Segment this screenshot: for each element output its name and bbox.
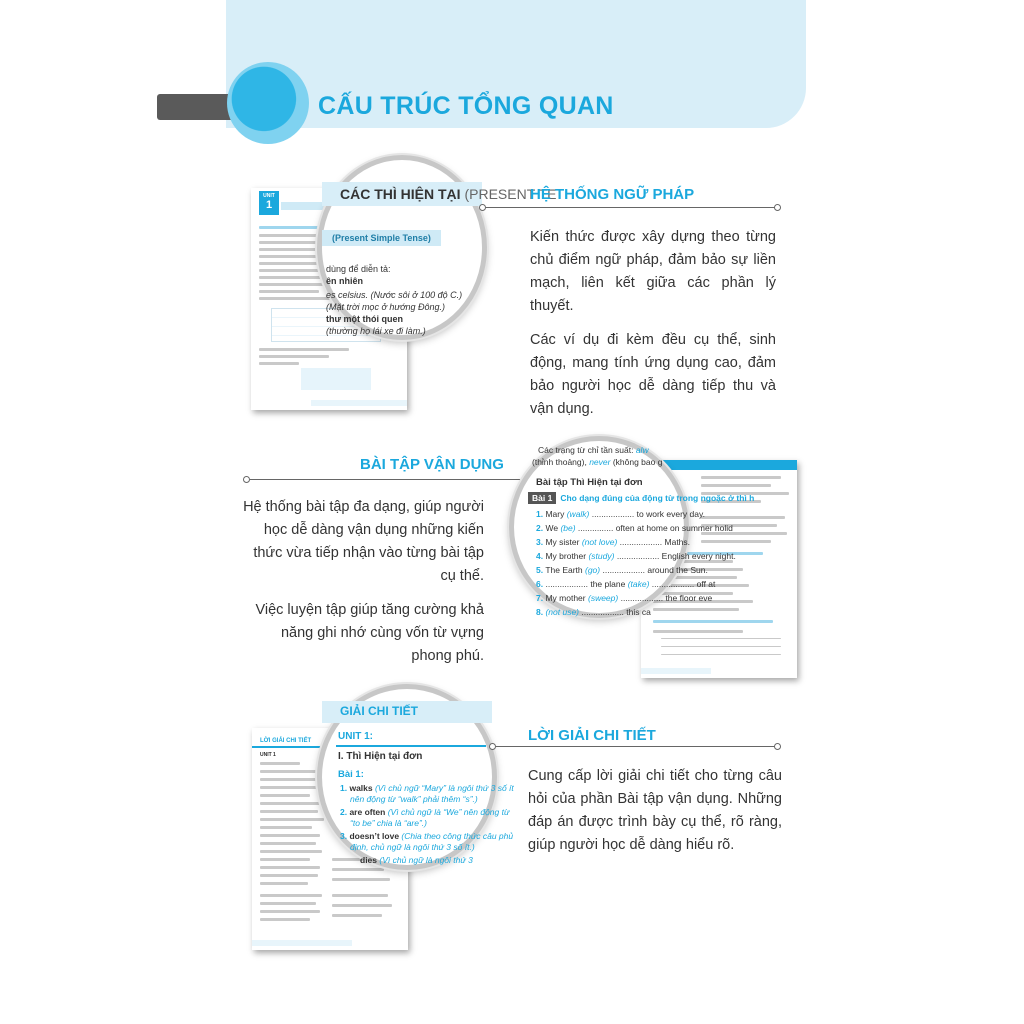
connector-dot [479, 204, 486, 211]
connector-dot [243, 476, 250, 483]
answer-item: 1. walks (Vì chủ ngữ “Mary” là ngôi thứ 3 số ít [340, 783, 514, 793]
answer-item: dies (Vì chủ ngữ là ngôi thứ 3 [360, 855, 473, 865]
section-title-exercises: BÀI TẬP VẬN DỤNG [360, 456, 504, 473]
list-item: 1. Mary (walk) .................. to work every day. [536, 509, 705, 519]
connector-dot [774, 204, 781, 211]
formula-box [301, 368, 371, 390]
list-item: 3. My sister (not love) .................. Maths. [536, 537, 691, 547]
list-item: 6. .................. the plane (take) .................. off at [536, 579, 716, 589]
section-title-answers: LỜI GIẢI CHI TIẾT [528, 727, 656, 744]
connector-line [250, 479, 520, 480]
list-item: 5. The Earth (go) .................. around the Sun. [536, 565, 708, 575]
page-title: CẤU TRÚC TỔNG QUAN [318, 92, 614, 120]
unit-badge: UNIT 1 [259, 191, 279, 215]
page-footer-band [252, 940, 352, 946]
connector-dot [774, 743, 781, 750]
lens-unit-rule [336, 745, 486, 747]
list-item: 4. My brother (study) .................. English every night. [536, 551, 736, 561]
page-header-band [252, 746, 332, 748]
lens-exercise-heading: Bài tập Thì Hiện tại đơn [536, 477, 643, 488]
connector-dot [489, 743, 496, 750]
exercise-badge: Bài 1 [528, 492, 556, 504]
answer-item: 3. doesn’t love (Chia theo công thức câu phủ [340, 831, 514, 841]
lens-tag: (Present Simple Tense) [322, 230, 441, 246]
section-text-answers: Cung cấp lời giải chi tiết cho từng câu hỏi của phần Bài tập vận dụng. Những đáp án được trình bày cụ thể, rõ ràng, giúp người học dễ dàng hiểu rõ. [528, 768, 782, 853]
section-text-grammar: Kiến thức được xây dựng theo từng chủ điểm ngữ pháp, đảm bảo sự liền mạch, liên kết giữa các phần lý thuyết. Các ví dụ đi kèm đều cụ thể, sinh động, mang tính ứng dụng cao, đảm bảo người học dễ dàng tiếp thu và vận dụng. [530, 229, 776, 417]
grammar-magnifier-lens: CÁC THÌ HIỆN TẠI (PRESENT TE (Present Simple Tense) dùng để diễn tả: ên nhiên es celsius. (Nước sôi ở 100 độ C.) (Mặt trời mọc ở hướng Đông.) thư một thói quen (thường họ lái xe đi làm.) [317, 155, 487, 340]
exercise-magnifier-lens: Các trạng từ chỉ tần suất: alw (thỉnh thoảng), never (không bao g Bài tập Thì Hiện tại đơn Bài 1 Cho dạng đúng của động từ trong ngoặc ở thì h 1. Mary (walk) .................. to work every day. 2. We (be) ............... often at home on summer holid 3. My sister (not love) .................. Maths. 4. My brother (study) .................. English every night. 5. The Earth (go) .................. around the Sun. 6. .................. the plane (take) .................. off at 7. My mother (sweep) .................. the floor eve 8. (not use) .................. this ca [509, 436, 689, 618]
answers-magnifier-lens: GIẢI CHI TIẾT UNIT 1: I. Thì Hiện tại đơn Bài 1: 1. walks (Vì chủ ngữ “Mary” là ngôi thứ 3 số ít nên động từ “walk” phải thêm “s”.) 2. are often (Vì chủ ngữ là “We” nên động từ “to be” chia là “are”.) 3. doesn’t love (Chia theo công thức câu phủ định, chủ ngữ là ngôi thứ 3 số ít.) dies (Vì chủ ngữ là ngôi thứ 3 [317, 684, 497, 870]
header-circle-icon [227, 62, 309, 144]
connector-line [496, 746, 776, 747]
lens-heading: CÁC THÌ HIỆN TẠI (PRESENT TE [340, 186, 557, 202]
list-item: 2. We (be) ............... often at home on summer holid [536, 523, 733, 533]
answers-page-unit: UNIT 1 [260, 752, 276, 758]
section-title-grammar: HỆ THỐNG NGỮ PHÁP [530, 186, 695, 203]
answers-page-title: LỜI GIẢI CHI TIẾT [260, 738, 312, 744]
page-footer-band [311, 400, 407, 406]
list-item: 7. My mother (sweep) .................. the floor eve [536, 593, 713, 603]
connector-line [486, 207, 776, 208]
section-text-exercises: Hệ thống bài tập đa dạng, giúp người học dễ dàng vận dụng những kiến thức vừa tiếp nhận vào từng bài tập cụ thể. Việc luyện tập giúp tăng cường khả năng ghi nhớ cùng vốn từ vựng phong phú. [243, 499, 484, 664]
answer-item: 2. are often (Vì chủ ngữ là “We” nên động từ [340, 807, 510, 817]
list-item: 8. (not use) .................. this ca [536, 607, 651, 617]
exercise-instruction: Bài 1 Cho dạng đúng của động từ trong ngoặc ở thì h [528, 493, 754, 503]
page-footer-band [641, 668, 711, 674]
